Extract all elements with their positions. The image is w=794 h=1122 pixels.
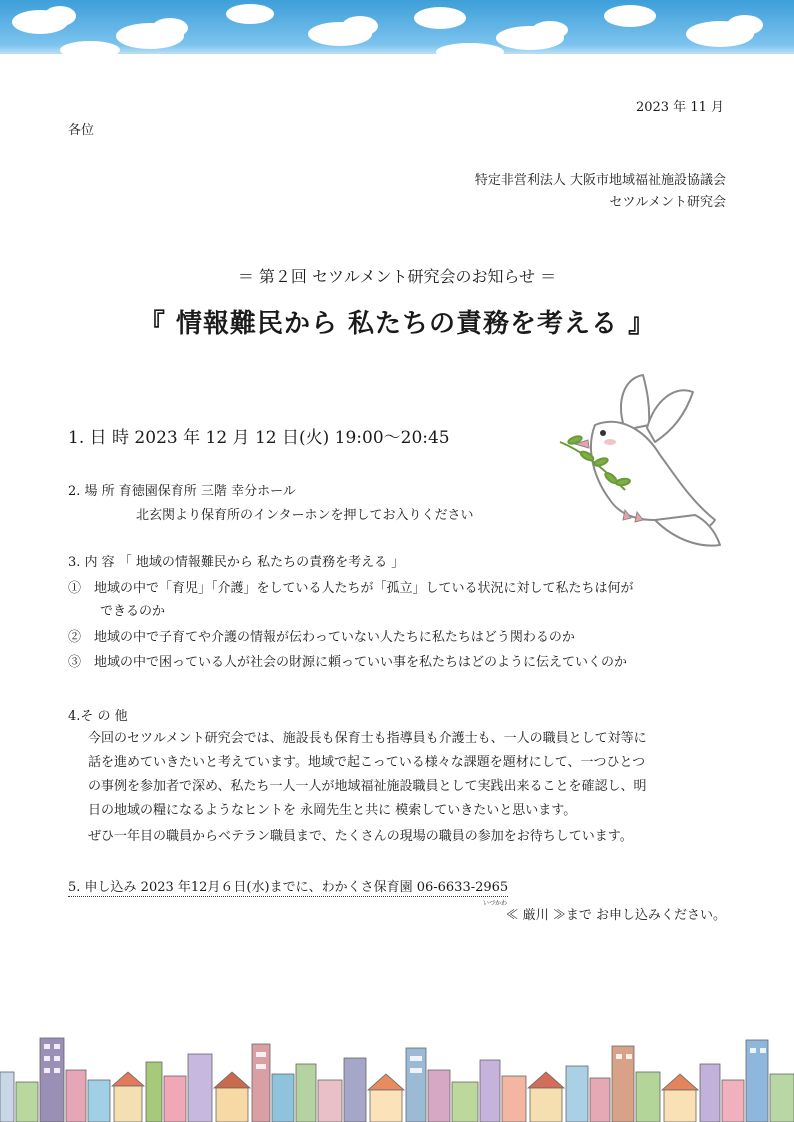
event-place: 2. 場 所 育徳園保育所 三階 幸分ホール: [68, 484, 296, 499]
content-heading: 3. 内 容 「 地域の情報難民から 私たちの責務を考える 」: [68, 555, 405, 570]
recipient: 各位: [68, 123, 95, 138]
dove-with-olive-branch-icon: [555, 370, 730, 555]
content-item-2: ② 地域の中で子育てや介護の情報が伝わっていない人たちに私たちはどう関わるのか: [68, 630, 575, 645]
content-item-1: ① 地域の中で「育児」「介護」をしている人たちが「孤立」している状況に対して私たちは何が: [68, 581, 634, 596]
content-item-3: ③ 地域の中で困っている人が社会の財源に頼っていい事を私たちはどのように伝えていくのか: [68, 655, 628, 670]
organization-name: 特定非営利法人 大阪市地域福祉施設協議会: [474, 173, 726, 188]
other-paragraph-line-1: 今回のセツルメント研究会では、施設長も保育士も指導員も介護士も、一人の職員として対等に: [88, 731, 647, 746]
clouds-banner: [0, 0, 794, 64]
apply-line: 5. 申し込み 2023 年12月６日(水)までに、わかくさ保育園 06-6633-2965: [68, 880, 509, 895]
other-paragraph-line-5: ぜひ一年目の職員からベテラン職員まで、たくさんの現場の職員の参加をお待ちしています。: [88, 829, 633, 844]
town-buildings-banner: [0, 1024, 794, 1122]
notice-title: 『 情報難民から 私たちの責務を考える 』: [138, 309, 656, 339]
other-heading: 4.そ の 他: [68, 709, 128, 724]
apply-contact: ≪ 厳川 ≫まで お申し込みください。: [505, 908, 726, 923]
event-place-note: 北玄関より保育所のインターホンを押してお入りください: [136, 508, 474, 523]
other-paragraph-line-2: 話を進めていきたいと考えています。地域で起こっている様々な課題を題材にして、一つひとつ: [88, 755, 646, 770]
contact-ruby: いづかわ: [483, 900, 508, 907]
event-datetime: 1. 日 時 2023 年 12 月 12 日(火) 19:00〜20:45: [68, 428, 450, 448]
apply-line-wrap: [68, 877, 508, 899]
other-paragraph-line-3: の事例を参加者で深め、私たち一人一人が地域福祉施設職員として実践出来ることを確認し、明: [88, 779, 647, 794]
issue-date: 2023 年 11 月: [635, 100, 724, 115]
organization-group: セツルメント研究会: [609, 195, 726, 210]
notice-heading: ＝ 第２回 セツルメント研究会のお知らせ ＝: [237, 267, 557, 286]
other-paragraph-line-4: 日の地域の糧になるようなヒントを 永岡先生と共に 模索していきたいと思います。: [88, 803, 577, 818]
content-item-1-cont: できるのか: [100, 604, 166, 619]
